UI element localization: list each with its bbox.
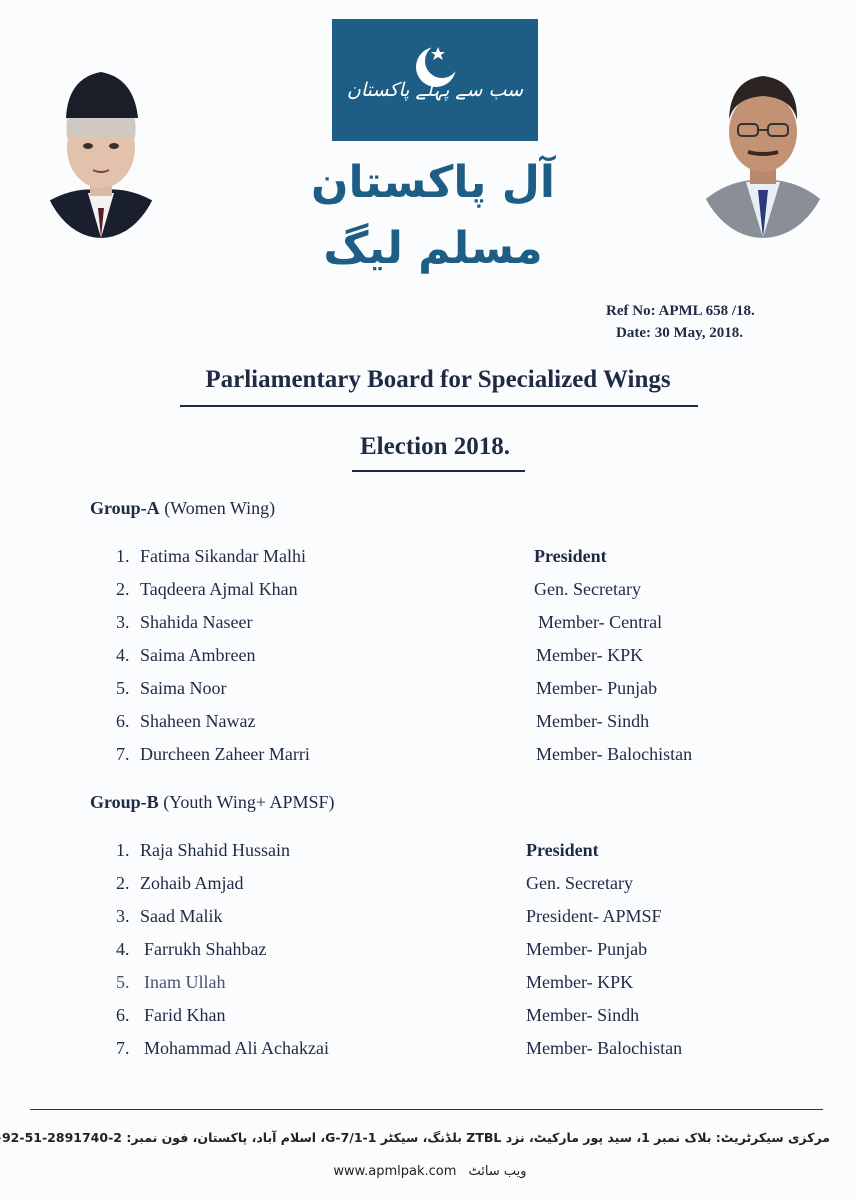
item-number: 6.	[116, 711, 130, 731]
document-subtitle: Election 2018.	[360, 433, 510, 460]
item-number: 4.	[116, 939, 130, 959]
group-b-wing: (Youth Wing+ APMSF)	[163, 792, 335, 812]
list-item	[116, 678, 756, 704]
footer-website	[300, 1164, 560, 1179]
list-item	[116, 546, 756, 572]
item-number: 3.	[116, 612, 130, 632]
item-number: 6.	[116, 1005, 130, 1025]
member-role: Member- Central	[538, 612, 663, 632]
list-item	[116, 840, 756, 866]
party-name: آل پاکستان مسلم لیگ	[310, 157, 556, 274]
item-number: 1.	[116, 840, 130, 860]
list-item	[116, 972, 756, 998]
member-name: Farrukh Shahbaz	[144, 939, 267, 959]
list-item	[116, 711, 756, 737]
flag-slogan: سب سے پہلے پاکستان	[346, 79, 524, 101]
ref-date: Date: 30 May, 2018.	[616, 325, 744, 341]
member-role: Member- Sindh	[536, 711, 650, 731]
group-b-title	[90, 792, 335, 813]
item-number: 2.	[116, 579, 130, 599]
ref-number: Ref No: APML 658 /18.	[606, 303, 755, 319]
member-name: Shaheen Nawaz	[140, 711, 256, 731]
footer-address: مرکزی سیکرٹریٹ: بلاک نمبر 1، سید پور مارکیٹ، نزد ZTBL بلڈنگ، سیکٹر G-7/1-1، اسلام آباد، پاکستان، فون نمبر: 2-2891740-51-92	[1, 1130, 830, 1145]
list-item	[116, 645, 756, 671]
item-number: 7.	[116, 744, 130, 764]
member-role: Member- Punjab	[526, 939, 648, 959]
list-item	[116, 579, 756, 605]
item-number: 3.	[116, 906, 130, 926]
member-role: Member- Balochistan	[536, 744, 693, 764]
website-label: ویب سائٹ	[468, 1164, 527, 1179]
member-role: President	[534, 546, 607, 566]
list-item	[116, 939, 756, 965]
list-item	[116, 612, 756, 638]
member-name: Fatima Sikandar Malhi	[140, 546, 306, 566]
group-a-wing: (Women Wing)	[164, 498, 276, 518]
list-item	[116, 1038, 756, 1064]
group-b-label: Group-B	[90, 792, 159, 812]
item-number: 4.	[116, 645, 130, 665]
list-item	[116, 906, 756, 932]
member-role: Member- KPK	[526, 972, 634, 992]
item-number: 5.	[116, 972, 130, 992]
member-name: Taqdeera Ajmal Khan	[140, 579, 298, 599]
member-name: Saima Ambreen	[140, 645, 256, 665]
member-role: Member- KPK	[536, 645, 644, 665]
member-name: Inam Ullah	[144, 972, 226, 992]
member-role: Member- Sindh	[526, 1005, 640, 1025]
member-role: Member- Balochistan	[526, 1038, 683, 1058]
member-name: Farid Khan	[144, 1005, 226, 1025]
document-title: Parliamentary Board for Specialized Wings	[205, 366, 671, 393]
item-number: 7.	[116, 1038, 130, 1058]
member-role: Member- Punjab	[536, 678, 658, 698]
title-underline	[180, 405, 698, 407]
party-flag	[332, 19, 538, 141]
list-item	[116, 873, 756, 899]
member-name: Shahida Naseer	[140, 612, 253, 632]
founder-portrait	[38, 58, 164, 238]
website-url[interactable]: www.apmlpak.com	[333, 1164, 457, 1179]
reference-block	[580, 300, 820, 344]
item-number: 1.	[116, 546, 130, 566]
member-name: Mohammad Ali Achakzai	[144, 1038, 329, 1058]
group-a-title	[90, 498, 275, 519]
group-a-label: Group-A	[90, 498, 160, 518]
member-name: Saad Malik	[140, 906, 223, 926]
member-role: Gen. Secretary	[526, 873, 633, 893]
leader-portrait	[694, 60, 832, 238]
member-name: Zohaib Amjad	[140, 873, 244, 893]
member-role: President	[526, 840, 599, 860]
subtitle-underline	[352, 470, 525, 472]
member-role: Gen. Secretary	[534, 579, 641, 599]
footer-divider	[30, 1109, 823, 1110]
member-name: Durcheen Zaheer Marri	[140, 744, 310, 764]
member-name: Saima Noor	[140, 678, 227, 698]
item-number: 5.	[116, 678, 130, 698]
member-name: Raja Shahid Hussain	[140, 840, 290, 860]
list-item	[116, 744, 756, 770]
member-role: President- APMSF	[526, 906, 662, 926]
list-item	[116, 1005, 756, 1031]
item-number: 2.	[116, 873, 130, 893]
